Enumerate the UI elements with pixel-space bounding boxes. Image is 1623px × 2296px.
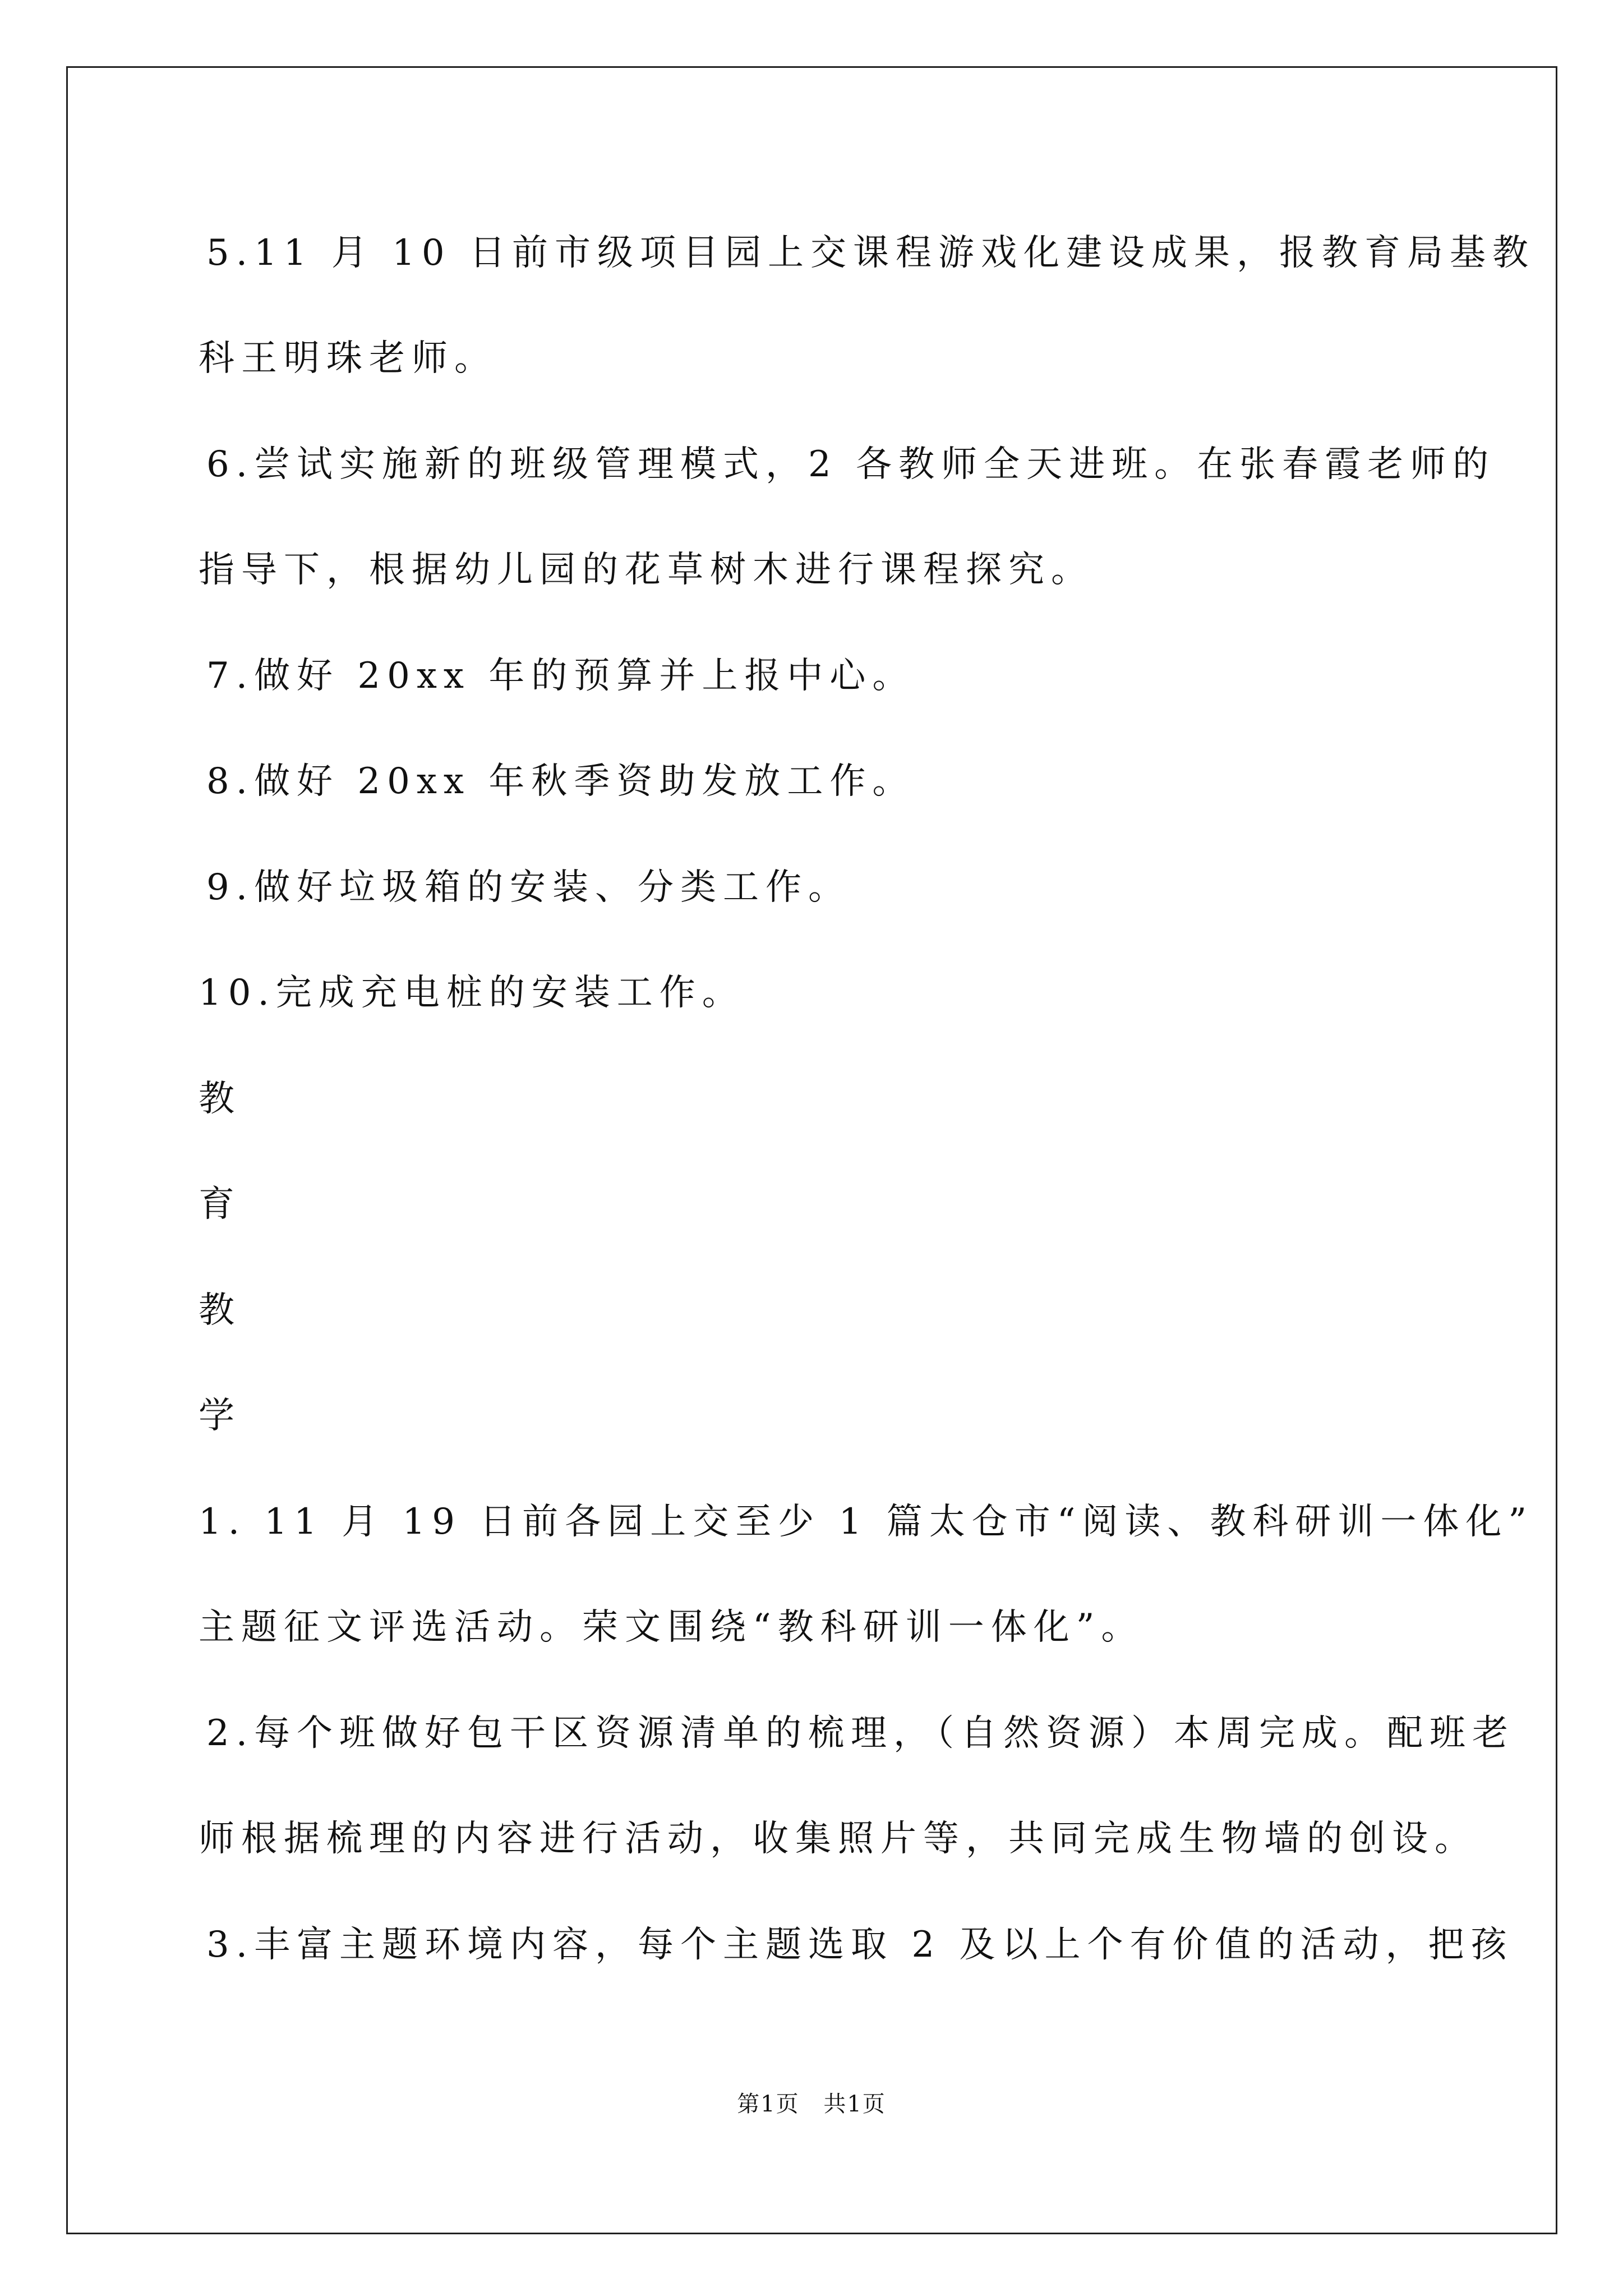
- paragraph-line: 3.丰富主题环境内容，每个主题选取 2 及以上个有价值的活动，把孩: [206, 1924, 1514, 1966]
- paragraph-line: 10.完成充电桩的安装工作。: [199, 972, 745, 1014]
- paragraph-line: 7.做好 20xx 年的预算并上报中心。: [206, 655, 915, 697]
- paragraph-line: 6.尝试实施新的班级管理模式，2 各教师全天进班。在张春霞老师的: [206, 444, 1496, 485]
- page-total: 共1页: [823, 2091, 886, 2117]
- paragraph-line: 1. 11 月 19 日前各园上交至少 1 篇太仓市“阅读、教科研训一体化”: [199, 1501, 1534, 1543]
- paragraph-line: 指导下，根据幼儿园的花草树木进行课程探究。: [199, 549, 1094, 591]
- paragraph-line: 师根据梳理的内容进行活动，收集照片等，共同完成生物墙的创设。: [199, 1818, 1477, 1860]
- paragraph-line: 主题征文评选活动。荣文围绕“教科研训一体化”。: [199, 1607, 1144, 1648]
- page-border: [66, 66, 1557, 2234]
- paragraph-line: 科王明珠老师。: [199, 338, 497, 379]
- paragraph-line: 9.做好垃圾箱的安装、分类工作。: [206, 867, 851, 908]
- section-heading-char: 学: [199, 1395, 241, 1437]
- paragraph-line: 2.每个班做好包干区资源清单的梳理，（自然资源）本周完成。配班老: [206, 1713, 1515, 1754]
- section-heading-char: 教: [199, 1078, 241, 1120]
- paragraph-line: 5.11 月 10 日前市级项目园上交课程游戏化建设成果，报教育局基教: [206, 232, 1535, 274]
- section-heading-char: 教: [199, 1290, 241, 1331]
- section-heading-char: 育: [199, 1184, 241, 1225]
- page-number: 第1页: [737, 2091, 800, 2117]
- paragraph-line: 8.做好 20xx 年秋季资助发放工作。: [206, 761, 915, 802]
- page-footer: [0, 2090, 1623, 2119]
